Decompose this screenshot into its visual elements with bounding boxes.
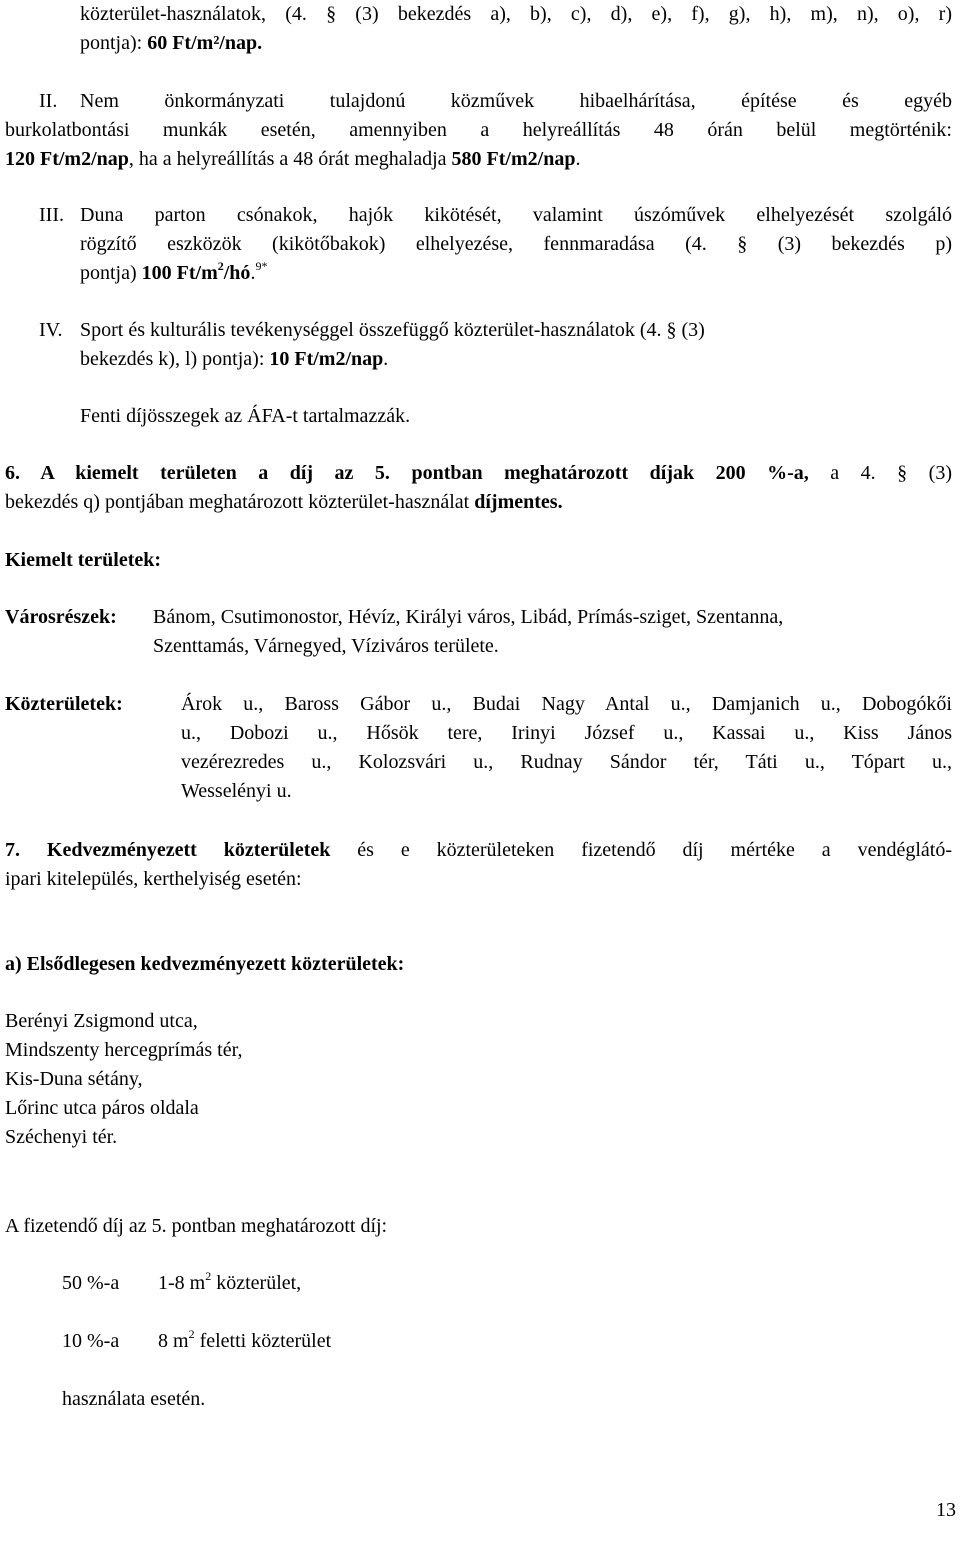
streets-line1: Árok u., Baross Gábor u., Budai Nagy Antal u., Damjanich u., Dobogókői — [181, 693, 952, 715]
streets-label: Közterületek: — [5, 693, 123, 715]
fee-rate: 10 %-a — [62, 1330, 120, 1352]
section6-line1: 6. A kiemelt területen a díj az 5. pontban meghatározott díjak 200 %-a, a 4. § (3) — [5, 462, 953, 484]
list-item: Berényi Zsigmond utca, — [5, 1010, 198, 1032]
section6-line2: bekezdés q) pontjában meghatározott közterület-használat díjmentes. — [5, 491, 563, 513]
districts-label: Városrészek: — [5, 606, 117, 628]
section7-line1: 7. Kedvezményezett közterületek és e közterületeken fizetendő díj mértéke a vendéglátó- — [5, 839, 952, 861]
item-IV-line2: bekezdés k), l) pontja): 10 Ft/m2/nap. — [80, 348, 389, 370]
fee-desc: 1-8 $m^2$ közterület, — [158, 1269, 302, 1294]
districts-line2: Szenttamás, Várnegyed, Víziváros területe. — [153, 635, 499, 657]
districts-line1: Bánom, Csutimonostor, Hévíz, Királyi város, Libád, Prímás-sziget, Szentanna, — [153, 606, 784, 628]
item-II-numeral: II. — [39, 90, 58, 112]
footnote-ref: 9* — [255, 259, 268, 273]
item-III-numeral: III. — [39, 204, 64, 226]
item5-line2: pontja): 60 Ft/m²/nap. — [80, 32, 263, 54]
item-IV-line1: Sport és kulturális tevékenységgel összefüggő közterület-használatok (4. § (3) — [80, 319, 705, 341]
item-II-line1: Nem önkormányzati tulajdonú közművek hibaelhárítása, építése és egyéb — [80, 90, 952, 112]
streets-line4: Wesselényi u. — [181, 780, 292, 802]
fee-rate: 50 %-a — [62, 1272, 120, 1294]
fee-intro: A fizetendő díj az 5. pontban meghatározott díj: — [5, 1215, 388, 1237]
item5-line1: közterület-használatok, (4. § (3) bekezdés a), b), c), d), e), f), g), h), m), n), o), r) — [80, 3, 952, 25]
list-item: Kis-Duna sétány, — [5, 1068, 143, 1090]
item-II-line2: burkolatbontási munkák esetén, amennyiben a helyreállítás 48 órán belül megtörténik: — [5, 119, 952, 141]
streets-line2: u., Dobozi u., Hősök tere, Irinyi József u., Kassai u., Kiss János — [181, 722, 952, 744]
streets-line3: vezérezredes u., Kolozsvári u., Rudnay Sándor tér, Táti u., Tópart u., — [181, 751, 952, 773]
vat-note: Fenti díjösszegek az ÁFA-t tartalmazzák. — [80, 405, 411, 427]
item-III-line2: rögzítő eszközök (kikötőbakok) elhelyezése, fennmaradása (4. § (3) bekezdés p) — [80, 233, 952, 255]
fee-desc: 8 $m^2$ feletti közterület — [158, 1327, 332, 1352]
list-item: Lőrinc utca páros oldala — [5, 1097, 199, 1119]
section7-line2: ipari kitelepülés, kerthelyiség esetén: — [5, 868, 302, 890]
subsection-a-title: a) Elsődlegesen kedvezményezett közterületek: — [5, 953, 405, 975]
highlighted-areas-title: Kiemelt területek: — [5, 549, 162, 571]
list-item: Mindszenty hercegprímás tér, — [5, 1039, 243, 1061]
item-III-line1: Duna parton csónakok, hajók kikötését, valamint úszóművek elhelyezését szolgáló — [80, 204, 952, 226]
fee-outro: használata esetén. — [62, 1388, 206, 1410]
list-item: Széchenyi tér. — [5, 1126, 118, 1148]
page-number: 13 — [936, 1499, 956, 1521]
item-II-line3: 120 Ft/m2/nap, ha a helyreállítás a 48 órát meghaladja 580 Ft/m2/nap. — [5, 148, 581, 170]
item-IV-numeral: IV. — [39, 319, 63, 341]
item-III-line3: pontja) 100 $Ft/m^2/hó.^{9*}$ — [80, 259, 268, 284]
